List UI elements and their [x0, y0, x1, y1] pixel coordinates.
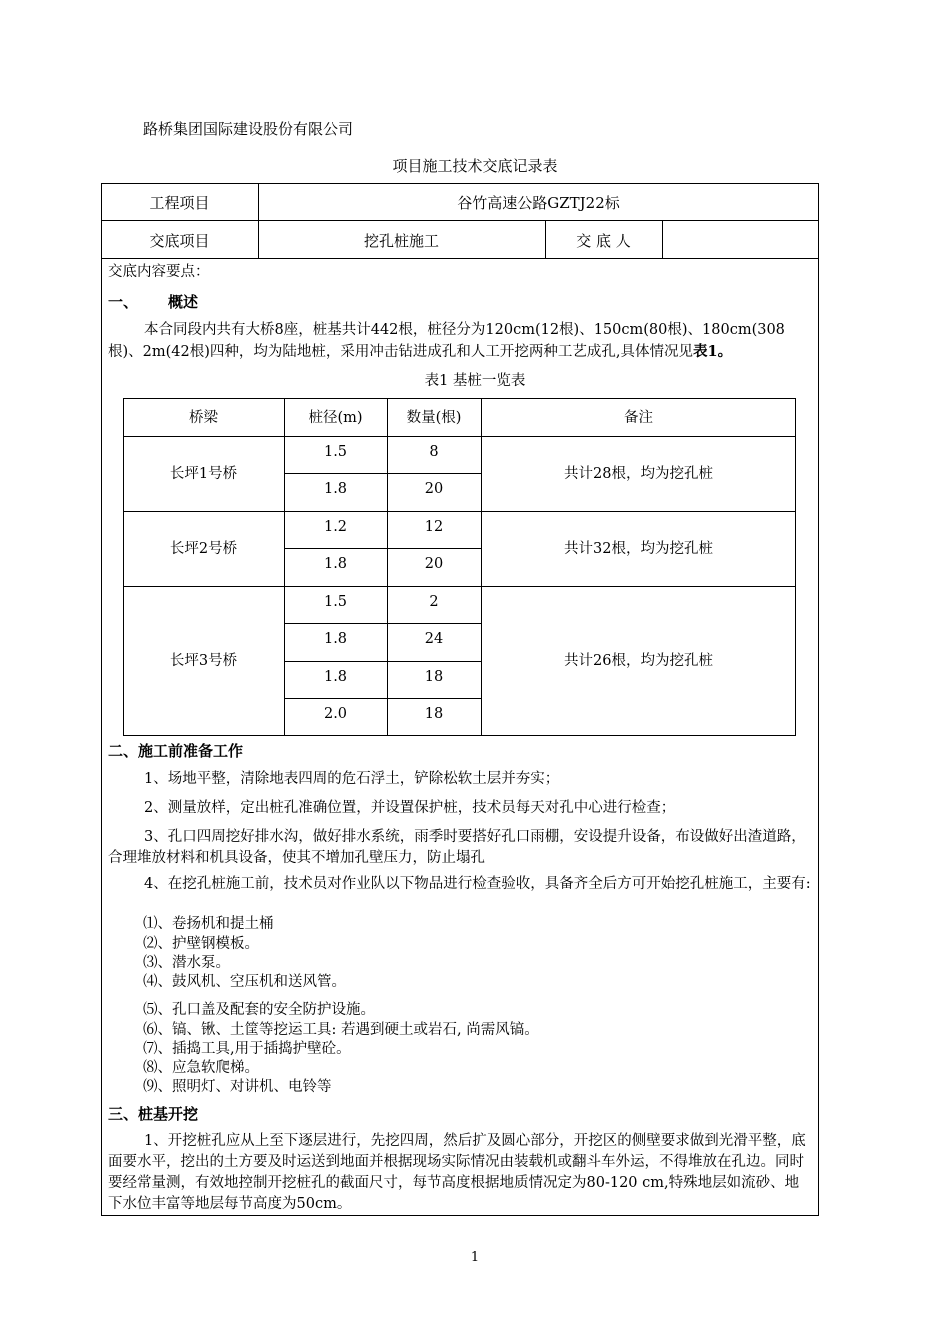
pile-diameter: 2.0: [323, 706, 348, 722]
company-name: 路桥集团国际建设股份有限公司: [143, 120, 354, 138]
person-label: 交 底 人: [576, 232, 631, 250]
pile-quantity: 24: [424, 631, 444, 647]
pile-diameter: 1.8: [323, 481, 348, 497]
checklist-item: ⑹、镐、锹、土筐等挖运工具: 若遇到硬土或岩石, 尚需风镐。: [143, 1022, 539, 1038]
bridge-name: 长坪2号桥: [169, 541, 238, 557]
col-header-bridge: 桥梁: [189, 410, 218, 426]
section3-title: 三、桩基开挖: [108, 1105, 199, 1123]
section2-paragraph: 1、场地平整，清除地表四周的危石浮土，铲除松软土层并夯实；: [144, 771, 560, 787]
pile-diameter: 1.2: [323, 519, 348, 535]
section1-paragraph: 本合同段内共有大桥8座，桩基共计442根，桩径分为120cm(12根)、150cm(80根)、180cm(308根)、2m(42根)四种，均为陆地桩，采用冲击钻进成孔和人工开挖两种工艺成孔,具体情况见表1。: [108, 322, 785, 360]
table-grid: [284, 698, 481, 699]
pile-diameter: 1.5: [323, 444, 348, 460]
col-header-diameter: 桩径(m): [308, 410, 363, 426]
col-header-quantity: 数量(根): [406, 410, 462, 426]
project-label: 工程项目: [149, 194, 210, 212]
section1-title: 概述: [168, 293, 199, 311]
checklist-item: ⑺、插捣工具,用于插捣护壁砼。: [143, 1041, 351, 1057]
table-grid: [284, 473, 481, 474]
section3-paragraph: 1、开挖桩孔应从上至下逐层进行，先挖四周，然后扩及圆心部分，开挖区的侧壁要求做到光滑平整，底面要水平，挖出的土方要及时运送到地面并根据现场实际情况由装载机或翻斗车外运，不得堆放在孔边。同时要经常量测，有效地控制开挖桩孔的截面尺寸，每节高度根据地质情况定为80-120 cm,特殊地层如流砂、地下水位丰富等地层每节高度为50cm。: [108, 1133, 806, 1212]
project-value: 谷竹高速公路GZTJ22标: [457, 194, 620, 212]
checklist-item: ⑶、潜水泵。: [143, 955, 230, 971]
pile-quantity: 18: [424, 706, 444, 722]
header-divider: [101, 258, 819, 259]
bridge-name: 长坪1号桥: [169, 466, 238, 482]
checklist-item: ⑸、孔口盖及配套的安全防护设施。: [143, 1002, 375, 1018]
table-grid: [284, 623, 481, 624]
header-divider: [662, 220, 663, 258]
section1-number: 一、: [108, 293, 139, 311]
table-grid: [481, 398, 482, 736]
content-label: 交底内容要点：: [108, 264, 210, 280]
checklist-item: ⑻、应急软爬梯。: [143, 1060, 259, 1076]
header-divider: [101, 220, 819, 221]
pile-quantity: 12: [424, 519, 444, 535]
bridge-note: 共计26根，均为挖孔桩: [564, 653, 713, 669]
table1-caption: 表1 基桩一览表: [424, 373, 526, 389]
bridge-name: 长坪3号桥: [169, 653, 238, 669]
table-grid: [284, 661, 481, 662]
item-label: 交底项目: [149, 232, 210, 250]
col-header-note: 备注: [624, 410, 653, 426]
table-grid: [123, 511, 796, 512]
item-value: 挖孔桩施工: [363, 232, 439, 250]
pile-quantity: 20: [424, 556, 444, 572]
pile-diameter: 1.8: [323, 631, 348, 647]
section2-paragraph: 4、在挖孔桩施工前，技术员对作业队以下物品进行检查验收，具备齐全后方可开始挖孔桩施工，主要有:: [144, 876, 811, 892]
section2-paragraph: 3、孔口四周挖好排水沟，做好排水系统，雨季时要搭好孔口雨棚，安设提升设备，布设做好出渣道路，合理堆放材料和机具设备，使其不增加孔壁压力，防止塌孔: [108, 829, 806, 866]
page-number: 1: [470, 1250, 480, 1265]
bridge-note: 共计32根，均为挖孔桩: [564, 541, 713, 557]
document-title: 项目施工技术交底记录表: [392, 157, 558, 175]
pile-diameter: 1.8: [323, 669, 348, 685]
bridge-note: 共计28根，均为挖孔桩: [564, 466, 713, 482]
table-grid: [123, 436, 796, 437]
section2-paragraph: 2、测量放样，定出桩孔准确位置，并设置保护桩，技术员每天对孔中心进行检查；: [144, 800, 676, 816]
table-grid: [284, 548, 481, 549]
pile-quantity: 8: [429, 444, 439, 460]
table-grid: [123, 586, 796, 587]
checklist-item: ⑴、卷扬机和提土桶: [143, 916, 274, 932]
pile-quantity: 20: [424, 481, 444, 497]
pile-diameter: 1.8: [323, 556, 348, 572]
checklist-item: ⑷、鼓风机、空压机和送风管。: [143, 974, 346, 990]
section2-title: 二、施工前准备工作: [108, 742, 244, 760]
checklist-item: ⑼、照明灯、对讲机、电铃等: [143, 1079, 332, 1095]
pile-quantity: 18: [424, 669, 444, 685]
checklist-item: ⑵、护壁钢模板。: [143, 936, 259, 952]
pile-quantity: 2: [429, 594, 439, 610]
pile-diameter: 1.5: [323, 594, 348, 610]
